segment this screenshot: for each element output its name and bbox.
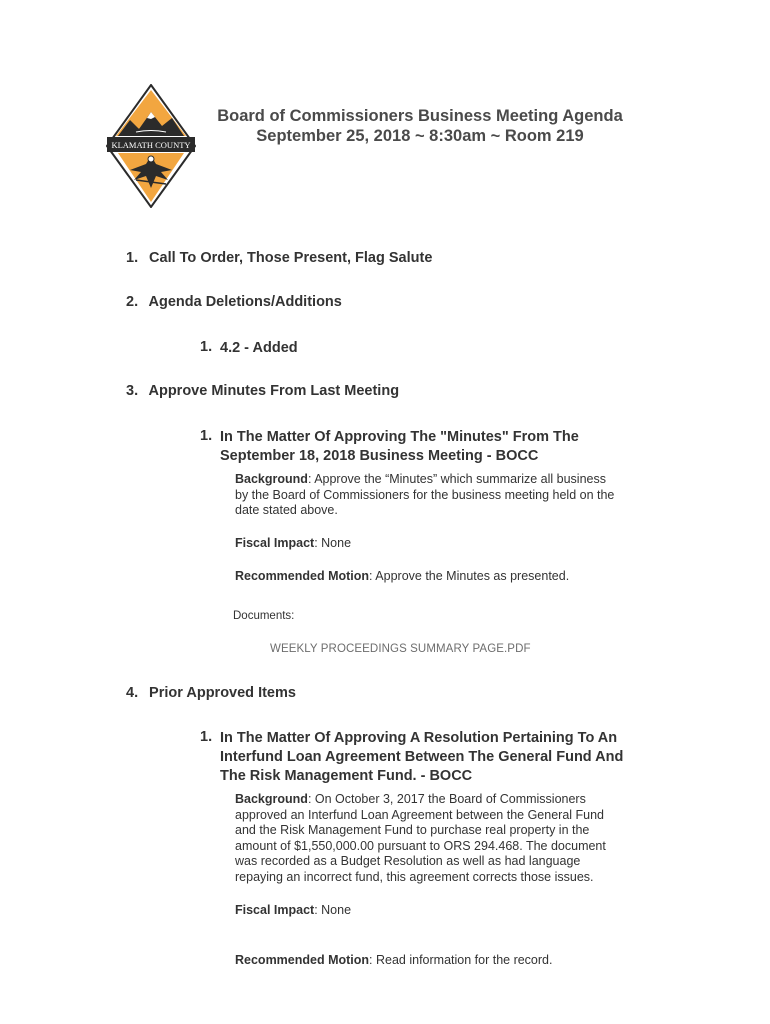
agenda-item-number: 3. <box>126 383 139 399</box>
subitem-title: In The Matter Of Approving The "Minutes" From The September 18, 2018 Business Meeting - BOCC <box>220 429 579 464</box>
fiscal-impact-label: Fiscal Impact <box>235 903 315 917</box>
recommended-motion: Recommended Motion: Approve the Minutes as presented. <box>235 569 570 583</box>
agenda-item-title: Approve Minutes From Last Meeting <box>148 383 400 399</box>
recommended-motion-label: Recommended Motion <box>235 953 370 967</box>
klamath-county-logo <box>106 84 196 208</box>
agenda-item-3 <box>126 383 399 399</box>
agenda-item-title: Prior Approved Items <box>149 685 296 701</box>
recommended-motion: Recommended Motion: Read information for the record. <box>235 953 553 967</box>
subitem-number: 1. <box>200 428 213 444</box>
agenda-item-2 <box>126 294 342 310</box>
page-title: Board of Commissioners Business Meeting Agenda <box>217 107 623 125</box>
agenda-item-4 <box>126 685 296 701</box>
subitem-title: 4.2 - Added <box>220 340 298 356</box>
document-link[interactable]: WEEKLY PROCEEDINGS SUMMARY PAGE.PDF <box>270 643 531 655</box>
subitem-title: In The Matter Of Approving A Resolution Pertaining To An Interfund Loan Agreement Between The General Fund And The Risk Management Fund. - BOCC <box>220 730 624 784</box>
meeting-datetime: September 25, 2018 ~ 8:30am ~ Room 219 <box>256 127 584 145</box>
subitem-number: 1. <box>200 339 213 355</box>
agenda-item-title: Call To Order, Those Present, Flag Salute <box>149 250 433 266</box>
agenda-item-number: 4. <box>126 685 139 701</box>
recommended-motion-label: Recommended Motion <box>235 569 370 583</box>
background-section: Background: Approve the “Minutes” which summarize all business by the Board of Commissioners for the business meeting held on the date stated above. <box>235 472 615 517</box>
fiscal-impact: Fiscal Impact: None <box>235 536 352 550</box>
agenda-item-number: 1. <box>126 250 139 266</box>
background-label: Background <box>235 472 308 486</box>
documents-label: Documents: <box>233 610 295 622</box>
logo-text: KLAMATH COUNTY <box>111 140 191 150</box>
agenda-item-number: 2. <box>126 294 139 310</box>
background-section: Background: On October 3, 2017 the Board of Commissioners approved an Interfund Loan Agreement between the General Fund and the Risk Management Fund to purchase real property in the amount of $1,550,000.00 pursuant to ORS 294.468. The document was recorded as a Budget Resolution as well as had language repaying an incorrect fund, this agreement corrects those issues. <box>235 792 606 884</box>
fiscal-impact: Fiscal Impact: None <box>235 903 352 917</box>
agenda-item-title: Agenda Deletions/Additions <box>148 294 342 310</box>
agenda-item-1 <box>126 250 432 266</box>
fiscal-impact-label: Fiscal Impact <box>235 536 315 550</box>
subitem-number: 1. <box>200 729 213 745</box>
background-label: Background <box>235 792 308 806</box>
